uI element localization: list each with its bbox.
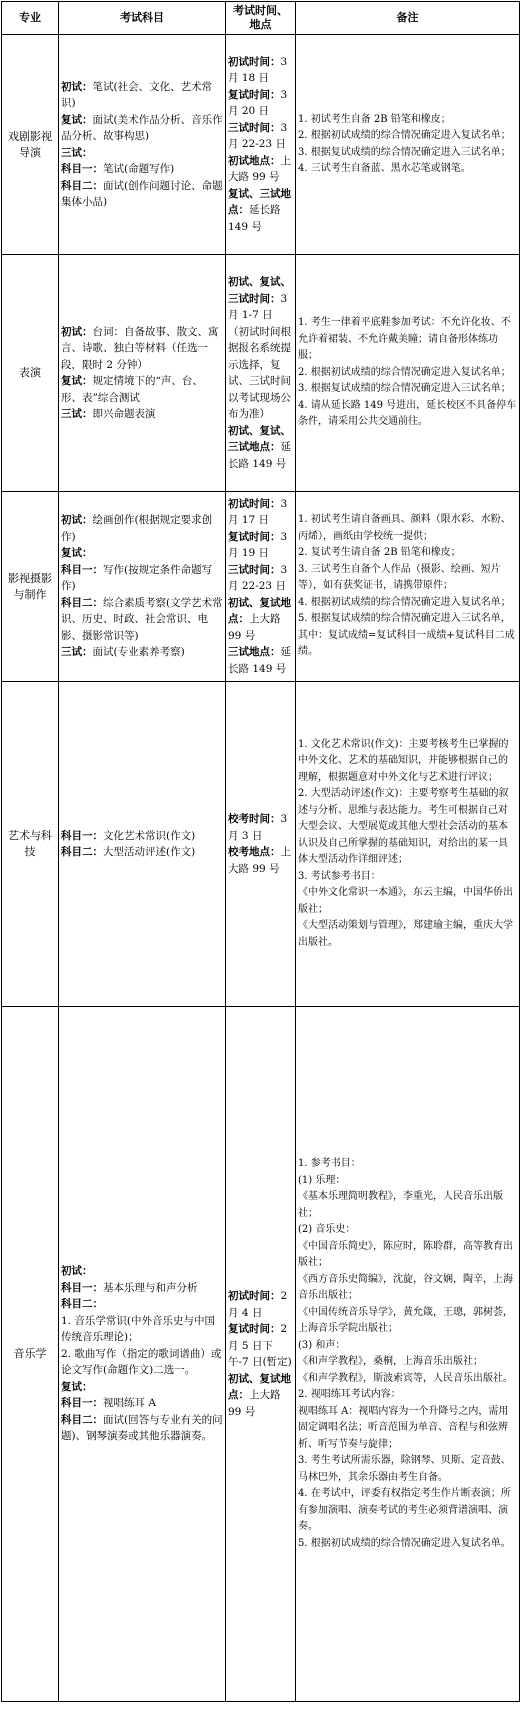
schedule-label: 初试、复试、三试时间： bbox=[228, 276, 291, 305]
schedule-line bbox=[228, 1371, 293, 1421]
schedule-cell bbox=[226, 35, 296, 255]
subject-label: 科目一： bbox=[61, 163, 103, 175]
schedule-label: 复试时间： bbox=[228, 88, 281, 101]
schedule-label: 初试、复试、三试地点： bbox=[228, 424, 291, 453]
note-line: 《基本乐理简明教程》，李重光，人民音乐出版社； bbox=[298, 1191, 503, 1219]
schedule-text: 3 月 18 日 bbox=[228, 55, 288, 85]
schedule-label: 复试、三试地点： bbox=[228, 187, 291, 217]
subject-label: 三试： bbox=[61, 146, 93, 159]
table-row bbox=[2, 682, 520, 1007]
major-cell: 艺术与科技 bbox=[2, 682, 59, 1007]
note-line: 《和声学教程》，桑桐，上海音乐出版社； bbox=[298, 1356, 483, 1367]
subject-label: 科目二： bbox=[61, 1298, 103, 1311]
schedule-line bbox=[228, 496, 293, 529]
subjects-cell bbox=[59, 682, 226, 1007]
table-row bbox=[2, 255, 520, 492]
schedule-text: 延长路 149 号 bbox=[228, 646, 291, 675]
subject-text: 2. 歌曲写作（指定的歌词谱曲）或论文写作(命题作文)二选一。 bbox=[61, 1347, 222, 1377]
note-line: 2. 根据初试成绩的综合情况确定进入复试名单； bbox=[298, 366, 511, 378]
schedule-cell bbox=[226, 255, 296, 492]
schedule-label: 初试时间： bbox=[228, 497, 281, 510]
notes-cell bbox=[296, 682, 520, 1007]
note-line: 3. 考试参考书目： bbox=[298, 870, 381, 882]
subject-line bbox=[61, 112, 223, 145]
note-line: 3. 根据复试成绩的综合情况确定进入三试名单； bbox=[298, 146, 511, 158]
subject-line bbox=[61, 324, 223, 374]
note-line: (1) 乐理： bbox=[298, 1174, 346, 1186]
schedule-line bbox=[228, 54, 293, 87]
subject-line bbox=[61, 828, 223, 845]
subject-label: 初试： bbox=[61, 325, 93, 338]
subject-text: 笔试(命题写作) bbox=[103, 163, 175, 175]
subject-text: 综合素质考察(文学艺术常识、历史、时政、社会常识、电影、摄影常识等) bbox=[61, 596, 223, 642]
note-line: 《大型活动策划与管理》，郑建瑜主编，重庆大学出版社。 bbox=[298, 920, 513, 948]
subject-label: 复试： bbox=[61, 113, 93, 126]
schedule-text: 上大路 99 号 bbox=[228, 613, 281, 642]
table-row bbox=[2, 1007, 520, 1702]
schedule-label: 三试时间： bbox=[228, 563, 281, 576]
subject-line bbox=[61, 844, 223, 861]
schedule-label: 初试、复试地点： bbox=[228, 596, 291, 626]
schedule-line bbox=[228, 120, 293, 153]
subject-text: 面试(专业素养考察) bbox=[92, 646, 185, 659]
note-line: 5. 根据复试成绩的综合情况确定进入三试名单，其中：复试成绩=复试科目一成绩+复试科目二成绩。 bbox=[298, 613, 515, 658]
note-line: 4. 请从延长路 149 号进出，延长校区不具备停车条件，请采用公共交通前往。 bbox=[298, 399, 517, 428]
note-line: 《中国传统音乐导学》，黄允箴，王璁，郭树荟，上海音乐学院出版社； bbox=[298, 1306, 513, 1334]
subject-line bbox=[61, 562, 223, 595]
schedule-line bbox=[228, 153, 293, 186]
subject-text: 1. 音乐学常识(中外音乐史与中国传统音乐理论)； bbox=[61, 1314, 215, 1344]
major-cell: 戏剧影视导演 bbox=[2, 35, 59, 255]
note-line: 1. 文化艺术常识(作文)：主要考核考生已掌握的中外文化、艺术的基础知识，并能够根据自己的理解，根据题意对中外文化与艺术进行评议； bbox=[298, 738, 509, 783]
note-line: (3) 和声： bbox=[298, 1339, 346, 1351]
note-line: (2) 音乐史： bbox=[298, 1224, 356, 1235]
subject-label: 科目一： bbox=[61, 1281, 103, 1294]
schedule-text: 延长路 149 号 bbox=[228, 441, 291, 470]
header-notes: 备注 bbox=[296, 2, 520, 35]
note-line: 1. 考生一律着平底鞋参加考试：不允许化妆、不允许着裙装、不允许戴美瞳；请自备形体练功服； bbox=[298, 317, 511, 362]
notes-cell bbox=[296, 492, 520, 682]
subject-text: 视唱练耳 A bbox=[103, 1397, 156, 1410]
subject-line bbox=[61, 1346, 223, 1379]
subject-line bbox=[61, 1296, 223, 1313]
schedule-label: 校考时间： bbox=[228, 813, 281, 825]
schedule-line bbox=[228, 274, 293, 423]
subject-line bbox=[61, 161, 223, 178]
major-cell: 影视摄影与制作 bbox=[2, 492, 59, 682]
header-major: 专业 bbox=[2, 2, 59, 35]
subjects-cell bbox=[59, 492, 226, 682]
subject-text: 面试(创作问题讨论、命题集体小品) bbox=[61, 179, 223, 208]
schedule-label: 复试时间： bbox=[228, 1323, 281, 1335]
notes-cell bbox=[296, 35, 520, 255]
subject-line bbox=[61, 79, 223, 112]
schedule-label: 初试地点： bbox=[228, 154, 281, 167]
subject-line bbox=[61, 512, 223, 545]
subject-line bbox=[61, 373, 223, 406]
schedule-text: 上大路 99 号 bbox=[228, 1389, 281, 1418]
subject-label: 复试： bbox=[61, 375, 93, 387]
note-line: 《和声学教程》，斯波索宾等，人民音乐出版社。 bbox=[298, 1372, 513, 1384]
subject-label: 初试： bbox=[61, 80, 93, 93]
schedule-label: 三试时间： bbox=[228, 121, 281, 134]
note-line: 3. 考生考试所需乐器，除钢琴、贝斯、定音鼓、马林巴外，其余乐器由考生自备。 bbox=[298, 1455, 511, 1483]
note-line: 《西方音乐史简编》，沈旋，谷文娴，陶辛，上海音乐出版社； bbox=[298, 1273, 513, 1301]
major-cell: 音乐学 bbox=[2, 1007, 59, 1702]
subject-line bbox=[61, 406, 223, 423]
exam-schedule-table bbox=[1, 1, 520, 1702]
note-line: 1. 初试考生自备 2B 铅笔和橡皮； bbox=[298, 113, 451, 125]
subject-text: 基本乐理与和声分析 bbox=[103, 1281, 198, 1294]
notes-cell bbox=[296, 1007, 520, 1702]
subject-label: 科目二： bbox=[61, 596, 103, 609]
subject-label: 科目二： bbox=[61, 179, 103, 192]
schedule-text: 延长路 149 号 bbox=[228, 204, 281, 233]
note-line: 《中国音乐简史》，陈应时，陈聆群，高等教育出版社； bbox=[298, 1240, 513, 1268]
subject-label: 科目一： bbox=[61, 829, 103, 842]
subject-text: 面试(美术作品分析、音乐作品分析、故事构思) bbox=[61, 113, 223, 142]
schedule-text: 2 月 5 日下午-7 日(暂定) bbox=[228, 1323, 292, 1368]
schedule-cell bbox=[226, 1007, 296, 1702]
subject-line bbox=[61, 1395, 223, 1412]
note-line: 1. 初试考生请自备画具、颜料（限水彩、水粉、丙烯），画纸由学校统一提供； bbox=[298, 514, 511, 542]
schedule-line bbox=[228, 1288, 293, 1321]
schedule-label: 初试时间： bbox=[228, 1290, 281, 1302]
subject-text: 文化艺术常识(作文) bbox=[103, 829, 196, 842]
subject-line bbox=[61, 595, 223, 645]
subject-line bbox=[61, 1379, 223, 1396]
note-line: 4. 三试考生自备蓝、黑水芯笔或钢笔。 bbox=[298, 163, 471, 174]
subject-line bbox=[61, 1263, 223, 1280]
subjects-cell bbox=[59, 35, 226, 255]
note-line: 视唱练耳 A：视唱内容为一个升降号之内，需用固定调唱名法；听音范围为单音、音程与和弦辨析、听写节奏与旋律； bbox=[298, 1405, 509, 1450]
schedule-line bbox=[228, 595, 293, 645]
note-line: 2. 复试考生请自备 2B 铅笔和橡皮； bbox=[298, 547, 461, 559]
schedule-label: 校考地点： bbox=[228, 846, 281, 858]
subject-line bbox=[61, 178, 223, 211]
major-cell: 表演 bbox=[2, 255, 59, 492]
schedule-text: 3 月 20 日 bbox=[228, 88, 288, 118]
subject-text: 台词：自备故事、散文、寓言、诗歌、独白等材料（任选一段，限时 2 分钟） bbox=[61, 325, 219, 371]
schedule-line bbox=[228, 186, 293, 236]
subject-label: 初试： bbox=[61, 1265, 93, 1278]
schedule-label: 初试时间： bbox=[228, 55, 281, 68]
subject-line bbox=[61, 1313, 223, 1346]
subject-line bbox=[61, 545, 223, 562]
note-line: 5. 根据初试成绩的综合情况确定进入复试名单。 bbox=[298, 1537, 511, 1549]
subject-label: 科目二： bbox=[61, 846, 103, 858]
table-row bbox=[2, 492, 520, 682]
note-line: 3. 根据复试成绩的综合情况确定进入三试名单； bbox=[298, 383, 511, 395]
schedule-text: 3 月 19 日 bbox=[228, 530, 288, 560]
schedule-cell bbox=[226, 492, 296, 682]
header-subjects: 考试科目 bbox=[59, 2, 226, 35]
schedule-text: 上大路 99 号 bbox=[228, 846, 291, 875]
subject-text: 写作(按规定条件命题写作) bbox=[61, 563, 213, 593]
schedule-line bbox=[228, 644, 293, 677]
subject-label: 初试： bbox=[61, 514, 93, 527]
note-line: 2. 大型活动评述(作文)：主要考察考生基础的叙述与分析、思维与表达能力。考生可根据自己对大型会议、大型展览或其他大型社会活动的基本认识及自己所掌握的基础知识，对给出的某一具体大型活动作详细评述； bbox=[298, 788, 509, 866]
schedule-text: 3 月 17 日 bbox=[228, 497, 288, 527]
note-line: 4. 根据初试成绩的综合情况确定进入复试名单； bbox=[298, 596, 511, 608]
subject-label: 科目一： bbox=[61, 563, 103, 576]
subject-label: 科目二： bbox=[61, 1413, 103, 1426]
notes-cell bbox=[296, 255, 520, 492]
subject-text: 绘画创作(根据规定要求创作) bbox=[61, 514, 213, 543]
note-line: 2. 根据初试成绩的综合情况确定进入复试名单； bbox=[298, 130, 511, 141]
note-line: 1. 参考书目： bbox=[298, 1158, 361, 1169]
note-line: 3. 三试考生自备个人作品（摄影、绘画、短片等），如有获奖证书，请携带原件； bbox=[298, 563, 501, 592]
schedule-line bbox=[228, 1321, 293, 1371]
subjects-cell bbox=[59, 255, 226, 492]
schedule-text: 上大路 99 号 bbox=[228, 154, 291, 184]
schedule-line bbox=[228, 87, 293, 120]
schedule-line bbox=[228, 562, 293, 595]
schedule-text: 3 月 3 日 bbox=[228, 813, 288, 842]
subject-line bbox=[61, 1280, 223, 1297]
subject-line bbox=[61, 644, 223, 661]
header-schedule: 考试时间、地点 bbox=[226, 2, 296, 35]
table-header-row bbox=[2, 2, 520, 35]
subject-label: 复试： bbox=[61, 1380, 93, 1393]
schedule-text: 3 月 22-23 日 bbox=[228, 121, 288, 151]
schedule-text: 2 月 4 日 bbox=[228, 1290, 288, 1319]
table-row bbox=[2, 35, 520, 255]
schedule-line bbox=[228, 529, 293, 562]
schedule-label: 复试时间： bbox=[228, 530, 281, 543]
note-line: 2. 视唱练耳考试内容： bbox=[298, 1389, 401, 1400]
schedule-line bbox=[228, 844, 293, 877]
subject-line bbox=[61, 1412, 223, 1445]
subjects-cell bbox=[59, 1007, 226, 1702]
schedule-text: 3 月 22-23 日 bbox=[228, 563, 288, 593]
subject-label: 三试： bbox=[61, 408, 93, 420]
schedule-cell bbox=[226, 682, 296, 1007]
subject-text: 规定情境下的“声、台、形、表”综合测试 bbox=[61, 375, 203, 404]
subject-label: 复试： bbox=[61, 547, 93, 560]
subject-text: 即兴命题表演 bbox=[92, 408, 156, 420]
note-line: 《中外文化常识一本通》，东云主编，中国华侨出版社； bbox=[298, 887, 513, 915]
schedule-text: 3 月 1-7 日（初试时间根据报名系统提示选择，复试、三试时间以考试现场公布为准） bbox=[228, 292, 291, 420]
schedule-label: 三试地点： bbox=[228, 646, 281, 659]
note-line: 4. 在考试中，评委有权指定考生作片断表演；所有参加演唱、演奏考试的考生必须背谱演唱、演奏。 bbox=[298, 1488, 511, 1532]
subject-label: 三试： bbox=[61, 646, 93, 659]
subject-text: 面试(回答与专业有关的问题)、钢琴演奏或其他乐器演奏。 bbox=[61, 1413, 223, 1443]
subject-text: 大型活动评述(作文) bbox=[103, 846, 196, 858]
subject-line bbox=[61, 145, 223, 162]
schedule-line bbox=[228, 423, 293, 473]
schedule-line bbox=[228, 811, 293, 844]
subject-text: 笔试(社会、文化、艺术常识) bbox=[61, 80, 213, 109]
subject-label: 科目一： bbox=[61, 1397, 103, 1410]
schedule-label: 初试、复试地点： bbox=[228, 1372, 291, 1401]
